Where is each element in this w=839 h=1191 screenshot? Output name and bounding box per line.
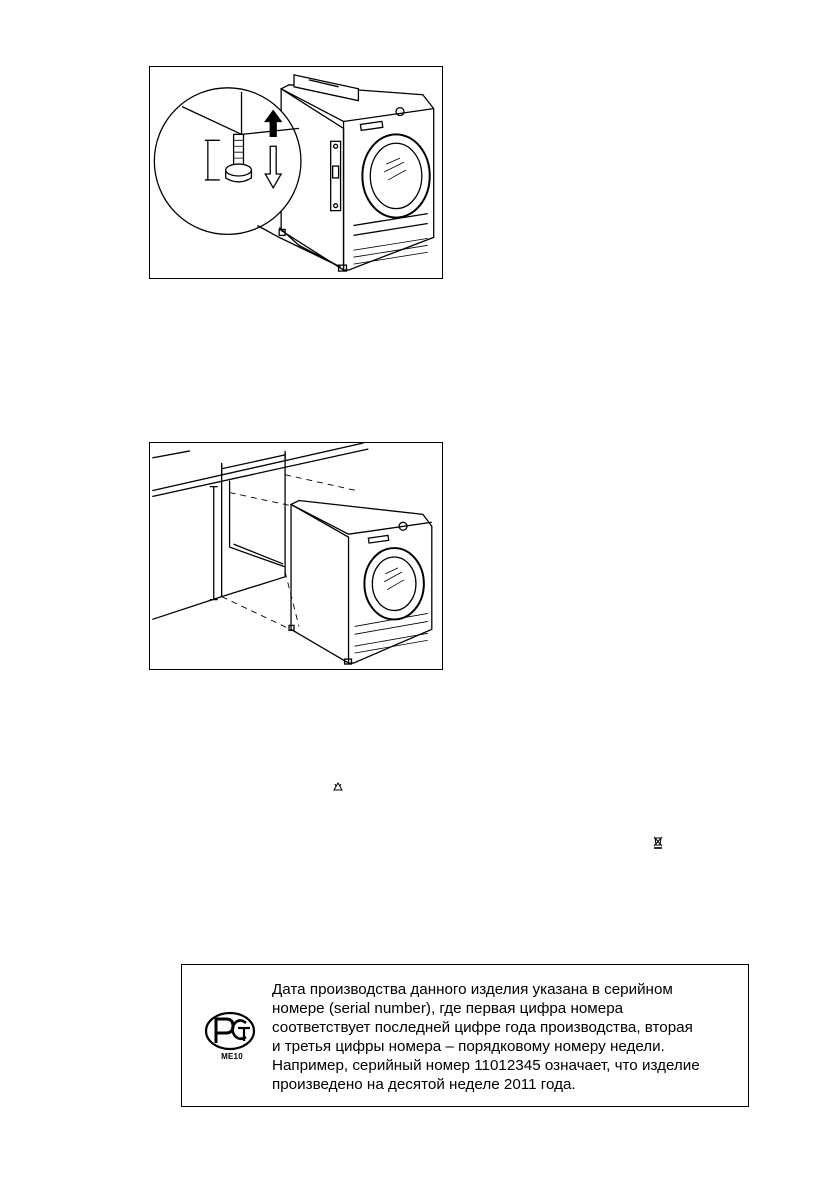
crossed-out-bin-icon bbox=[652, 835, 664, 849]
dryer-foot-adjustment-illustration bbox=[149, 66, 443, 279]
certification-code: ME10 bbox=[221, 1052, 243, 1061]
notice-text: Дата производства данного изделия указана в серийном номере (serial number), где первая цифра номера соответствует последней цифре года производства, вторая и третья цифры номера – порядковому номеру недели. Например, серийный номер 11012345 означает, что изделие произведено на десятой неделе 2011 года. bbox=[272, 981, 700, 1093]
recycle-icon bbox=[331, 781, 345, 795]
dryer-installation-niche-illustration bbox=[149, 442, 443, 670]
manufacture-date-notice bbox=[181, 964, 749, 1107]
